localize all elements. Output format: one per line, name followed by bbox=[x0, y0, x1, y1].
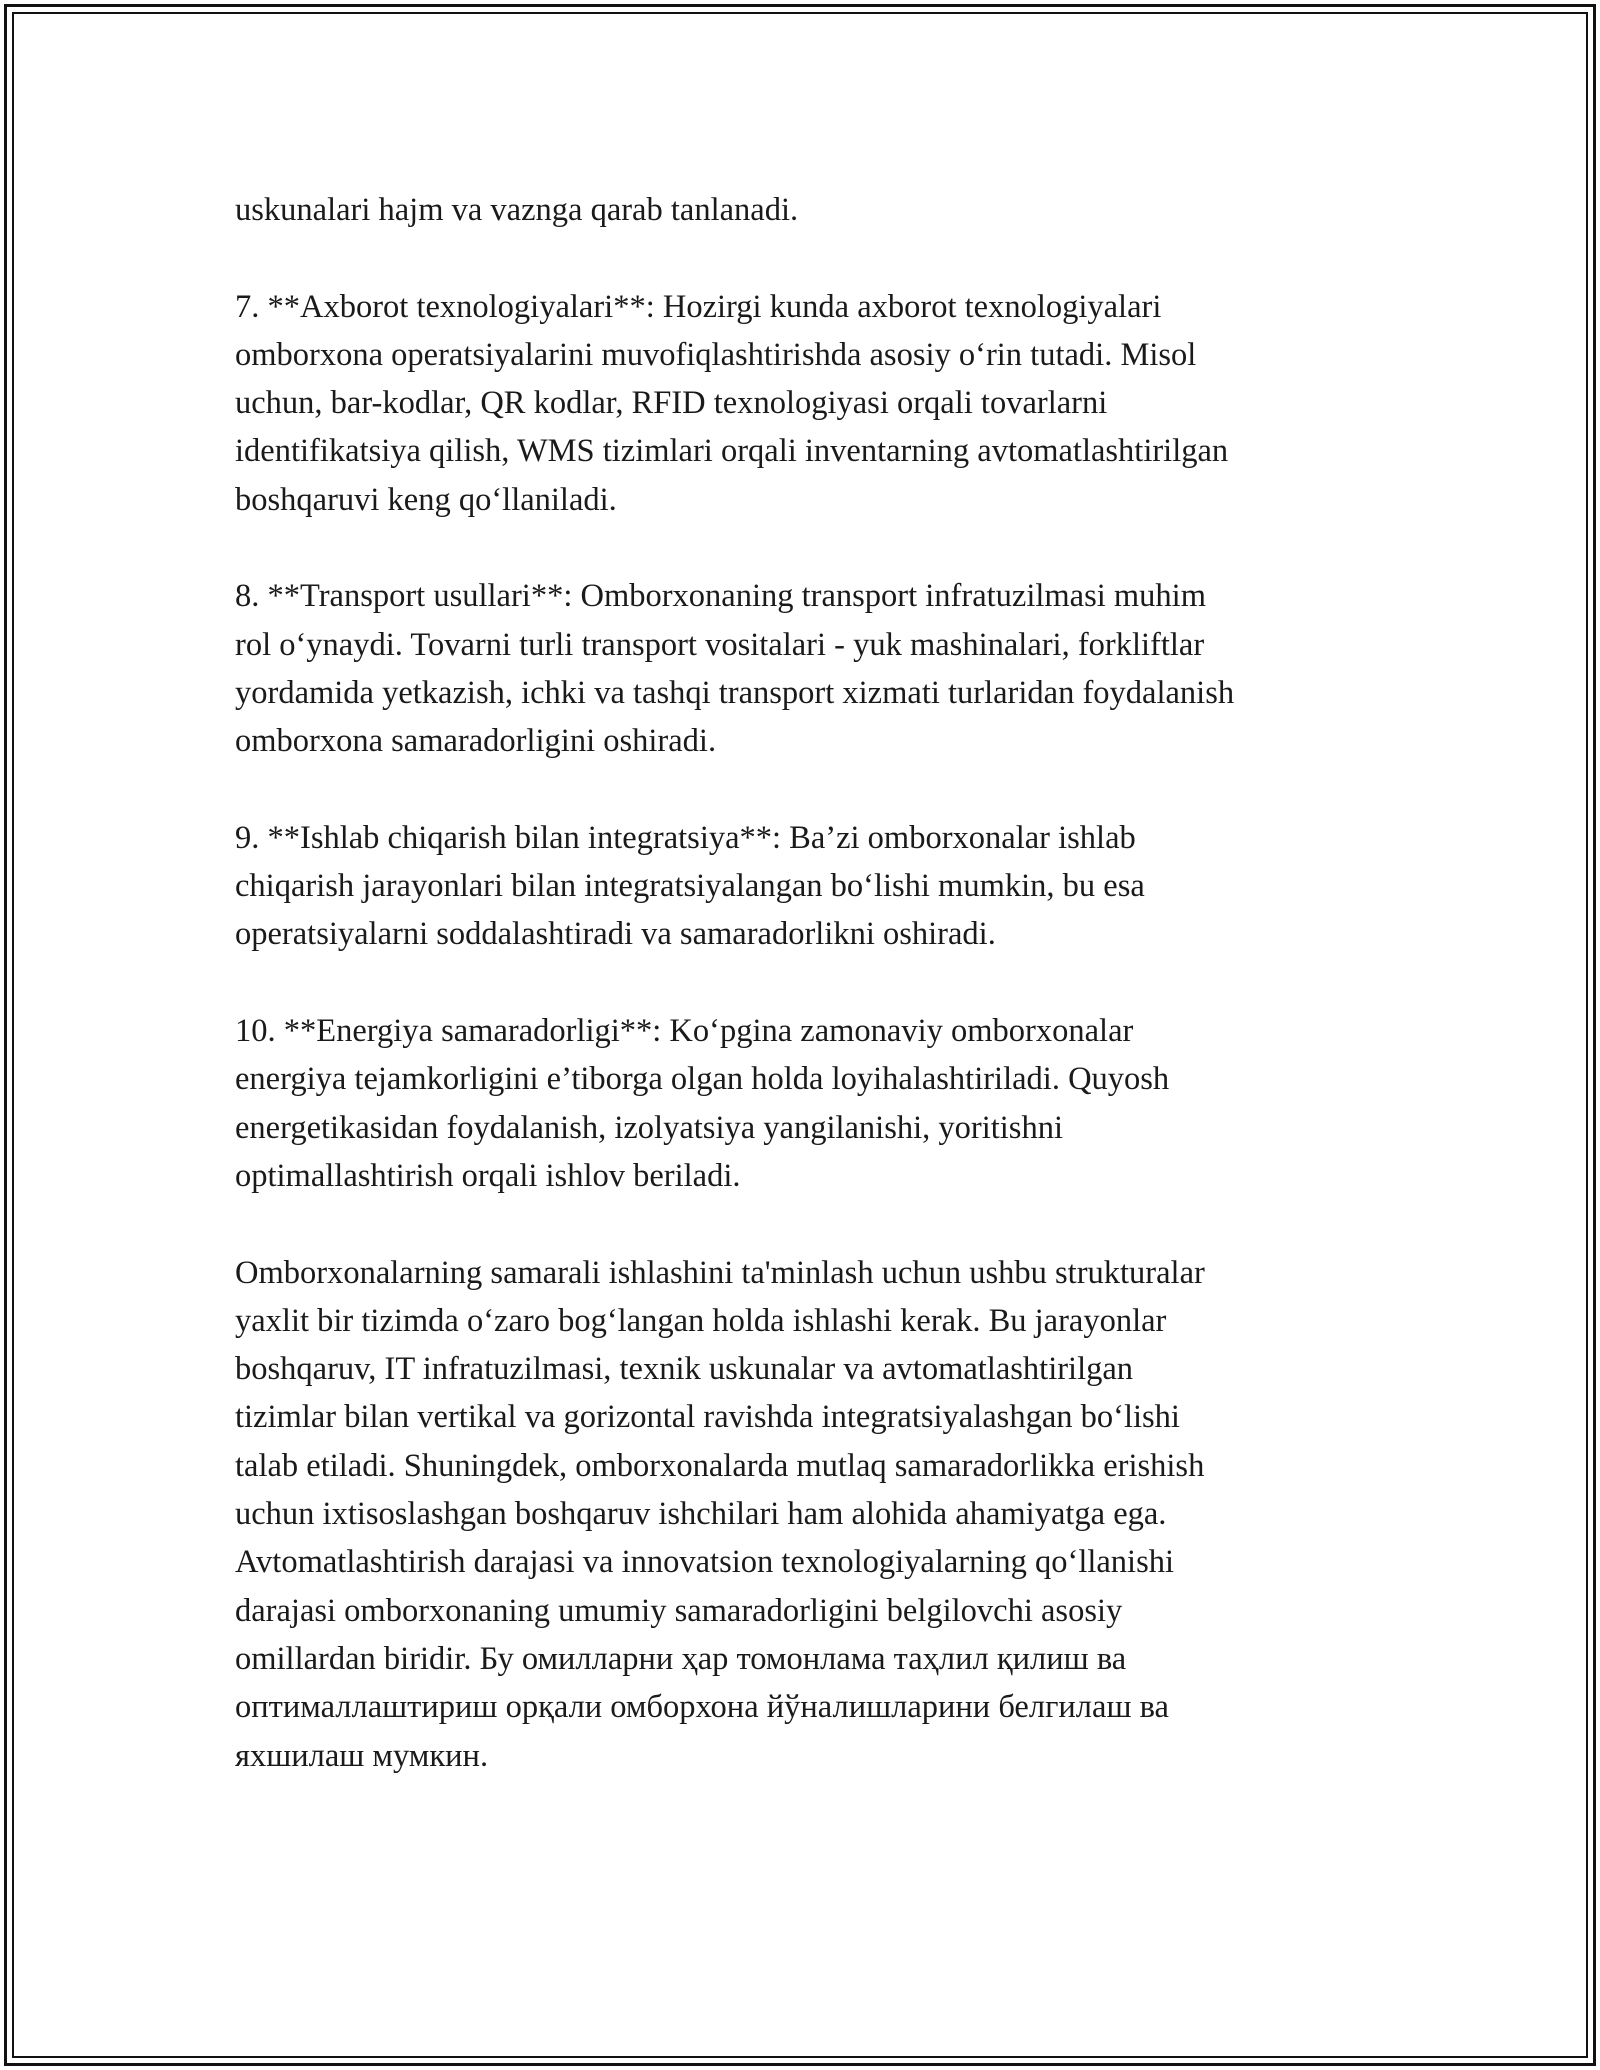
document-body bbox=[235, 186, 1385, 1780]
paragraph-item-8-transport-methods: 8. **Transport usullari**: Omborxonaning transport infratuzilmasi muhim rol o‘ynaydi. Tovarni turli transport vositalari - yuk mashinalari, forkliftlar yordamida yetkazish, ichki va tashqi transport xizmati turlaridan foydalanish omborxona samaradorligini oshiradi. bbox=[235, 578, 1235, 760]
paragraph-item-10-energy-efficiency: 10. **Energiya samaradorligi**: Ko‘pgina zamonaviy omborxonalar energiya tejamkorligini e’tiborga olgan holda loyihalashtiriladi. Quyosh energetikasidan foydalanish, izolyatsiya yangilanishi, yoritishni optimallashtirish orqali ishlov beriladi. bbox=[235, 1013, 1170, 1194]
paragraph-item-7-information-technology: 7. **Axborot texnologiyalari**: Hozirgi kunda axborot texnologiyalari omborxona operatsiyalarini muvofiqlashtirishda asosiy o‘rin tutadi. Misol uchun, bar-kodlar, QR kodlar, RFID texnologiyasi orqali tovarlarni identifikatsiya qilish, WMS tizimlari orqali inventarning avtomatlashtirilgan boshqaruvi keng qo‘llaniladi. bbox=[235, 288, 1229, 518]
paragraph-item-9-production-integration: 9. **Ishlab chiqarish bilan integratsiya**: Ba’zi omborxonalar ishlab chiqarish jarayonlari bilan integratsiyalangan bo‘lishi mumkin, bu esa operatsiyalarni soddalashtiradi va samaradorlikni oshiradi. bbox=[235, 819, 1145, 953]
paragraph-conclusion: Omborxonalarning samarali ishlashini ta'minlash uchun ushbu strukturalar yaxlit bir tizimda o‘zaro bog‘langan holda ishlashi kerak. Bu jarayonlar boshqaruv, IT infratuzilmasi, texnik uskunalar va avtomatlashtirilgan tizimlar bilan vertikal va gorizontal ravishda integratsiyalashgan bo‘lishi talab etiladi. Shuningdek, omborxonalarda mutlaq samaradorlikka erishish uchun ixtisoslashgan boshqaruv ishchilari ham alohida ahamiyatga ega. Avtomatlashtirish darajasi va innovatsion texnologiyalarning qo‘llanishi darajasi omborxonaning umumiy samaradorligini belgilovchi asosiy omillardan biridir. Бу омилларни ҳар томонлама таҳлил қилиш ва оптималлаштириш орқали омборхона йўналишларини белгилаш ва яхшилаш мумкин. bbox=[235, 1254, 1205, 1774]
paragraph-continuation: uskunalari hajm va vaznga qarab tanlanadi. bbox=[235, 192, 799, 228]
